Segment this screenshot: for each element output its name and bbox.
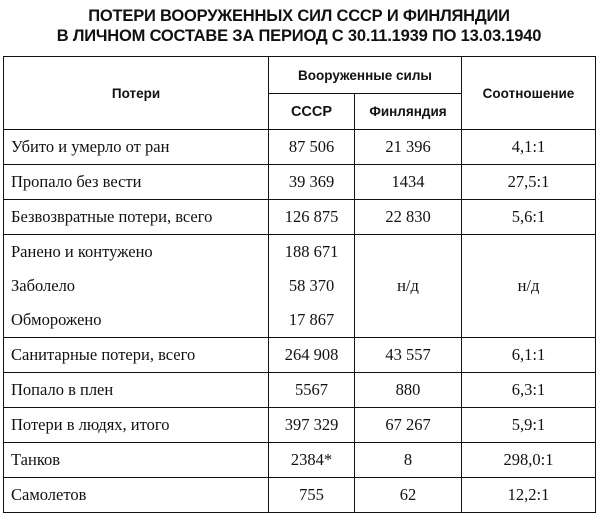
header-armed-forces: Вооруженные силы <box>269 57 462 94</box>
ratio-value: 298,0:1 <box>462 443 596 478</box>
ratio-value: 6,1:1 <box>462 338 596 373</box>
ussr-value: 2384* <box>269 443 355 478</box>
row-label: Самолетов <box>4 478 269 513</box>
table-row <box>4 443 596 478</box>
finland-value: 1434 <box>355 165 462 200</box>
table-row <box>4 130 596 165</box>
finland-value: 43 557 <box>355 338 462 373</box>
finland-value: 21 396 <box>355 130 462 165</box>
ussr-value: 264 908 <box>269 338 355 373</box>
ussr-value: 188 671 <box>269 235 355 270</box>
ratio-value: 27,5:1 <box>462 165 596 200</box>
row-label: Попало в плен <box>4 373 269 408</box>
row-label: Убито и умерло от ран <box>4 130 269 165</box>
row-label: Обморожено <box>4 303 269 338</box>
ussr-value: 87 506 <box>269 130 355 165</box>
ratio-value: 5,6:1 <box>462 200 596 235</box>
finland-value: 22 830 <box>355 200 462 235</box>
row-label: Санитарные потери, всего <box>4 338 269 373</box>
ussr-value: 5567 <box>269 373 355 408</box>
table-row <box>4 408 596 443</box>
table-row <box>4 478 596 513</box>
finland-no-data: н/д <box>355 235 462 338</box>
row-label: Заболело <box>4 269 269 303</box>
table-row <box>4 338 596 373</box>
row-label: Безвозвратные потери, всего <box>4 200 269 235</box>
ratio-value: 12,2:1 <box>462 478 596 513</box>
ussr-value: 755 <box>269 478 355 513</box>
ussr-value: 397 329 <box>269 408 355 443</box>
ussr-value: 58 370 <box>269 269 355 303</box>
row-label: Пропало без вести <box>4 165 269 200</box>
table-row <box>4 200 596 235</box>
row-label: Танков <box>4 443 269 478</box>
losses-table <box>3 56 596 513</box>
ussr-value: 126 875 <box>269 200 355 235</box>
finland-value: 67 267 <box>355 408 462 443</box>
ratio-value: 6,3:1 <box>462 373 596 408</box>
row-label: Потери в людях, итого <box>4 408 269 443</box>
row-label: Ранено и контужено <box>4 235 269 270</box>
header-finland: Финляндия <box>355 94 462 130</box>
finland-value: 8 <box>355 443 462 478</box>
table-title <box>0 6 598 46</box>
ussr-value: 39 369 <box>269 165 355 200</box>
header-losses: Потери <box>4 57 269 130</box>
header-ratio: Соотношение <box>462 57 596 130</box>
table-row <box>4 373 596 408</box>
finland-value: 62 <box>355 478 462 513</box>
title-line-1: ПОТЕРИ ВООРУЖЕННЫХ СИЛ СССР И ФИНЛЯНДИИ <box>88 7 510 25</box>
table-row <box>4 165 596 200</box>
ratio-no-data: н/д <box>462 235 596 338</box>
ussr-value: 17 867 <box>269 303 355 338</box>
ratio-value: 4,1:1 <box>462 130 596 165</box>
title-line-2: В ЛИЧНОМ СОСТАВЕ ЗА ПЕРИОД С 30.11.1939 ПО 13.03.1940 <box>56 27 542 45</box>
table-row <box>4 235 596 270</box>
ratio-value: 5,9:1 <box>462 408 596 443</box>
finland-value: 880 <box>355 373 462 408</box>
header-ussr: СССР <box>269 94 355 130</box>
